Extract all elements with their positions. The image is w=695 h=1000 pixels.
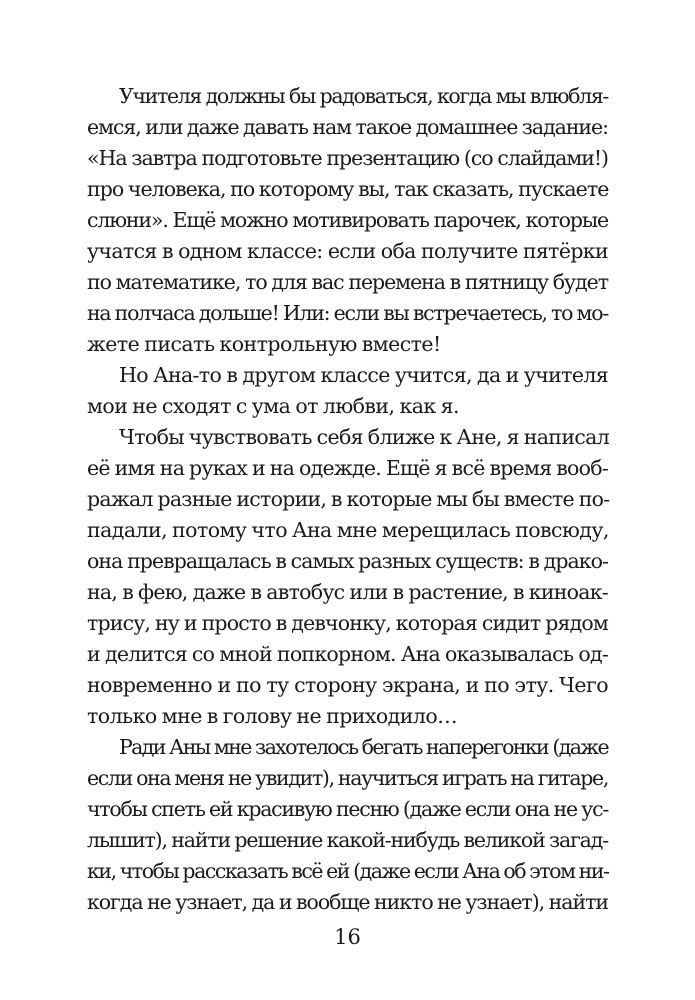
text-line: когда не узнает, да и вообще никто не узнает), найти xyxy=(87,890,608,914)
text-line: ки, чтобы рассказать всё ей (даже если Ана об этом ни- xyxy=(87,859,609,883)
text-line: она превращалась в самых разных существ: в драко- xyxy=(87,549,608,573)
text-line: если она меня не увидит), научиться играть на гитаре, xyxy=(87,766,608,790)
text-line: Учителя должны бы радоваться, когда мы влюбля- xyxy=(119,84,608,108)
text-line: её имя на руках и на одежде. Ещё я всё время вооб- xyxy=(87,456,608,480)
text-line: и делится со мной попкорном. Ана оказывалась од- xyxy=(87,642,608,666)
text-line: по математике, то для вас перемена в пятницу будет xyxy=(87,270,608,294)
text-line: Ради Аны мне захотелось бегать наперегонки (даже xyxy=(119,735,608,759)
text-line: Чтобы чувствовать себя ближе к Ане, я написал xyxy=(119,425,610,449)
text-line: падали, потому что Ана мне мерещилась повсюду, xyxy=(87,518,609,542)
text-line: слюни». Ещё можно мотивировать парочек, которые xyxy=(87,208,608,232)
text-line: ражал разные истории, в которые мы бы вместе по- xyxy=(87,487,610,511)
text-line: емся, или даже давать нам такое домашнее задание: xyxy=(87,115,608,139)
text-line: учатся в одном классе: если оба получите пятёрки xyxy=(87,239,608,263)
text-line: на полчаса дольше! Или: если вы встречаетесь, то мо- xyxy=(87,301,608,325)
text-line: на, в фею, даже в автобус или в растение, в киноак- xyxy=(87,580,608,604)
text-line: про человека, по которому вы, так сказать, пускаете xyxy=(87,177,609,201)
text-line: только мне в голову не приходило… xyxy=(87,704,458,728)
text-line: «На завтра подготовьте презентацию (со слайдами!) xyxy=(87,146,608,170)
text-line: жете писать контрольную вместе! xyxy=(87,332,441,356)
text-line: мои не сходят с ума от любви, как я. xyxy=(87,394,459,418)
text-line: чтобы спеть ей красивую песню (даже если она не ус- xyxy=(87,797,608,821)
text-line: лышит), найти решение какой-нибудь великой загад- xyxy=(87,828,608,852)
text-line: трису, ну и просто в девчонку, которая сидит рядом xyxy=(87,611,608,635)
text-line: новременно и по ту сторону экрана, и по эту. Чего xyxy=(87,673,608,697)
page-number: 16 xyxy=(334,925,361,949)
text-line: Но Ана-то в другом классе учится, да и учителя xyxy=(119,363,608,387)
